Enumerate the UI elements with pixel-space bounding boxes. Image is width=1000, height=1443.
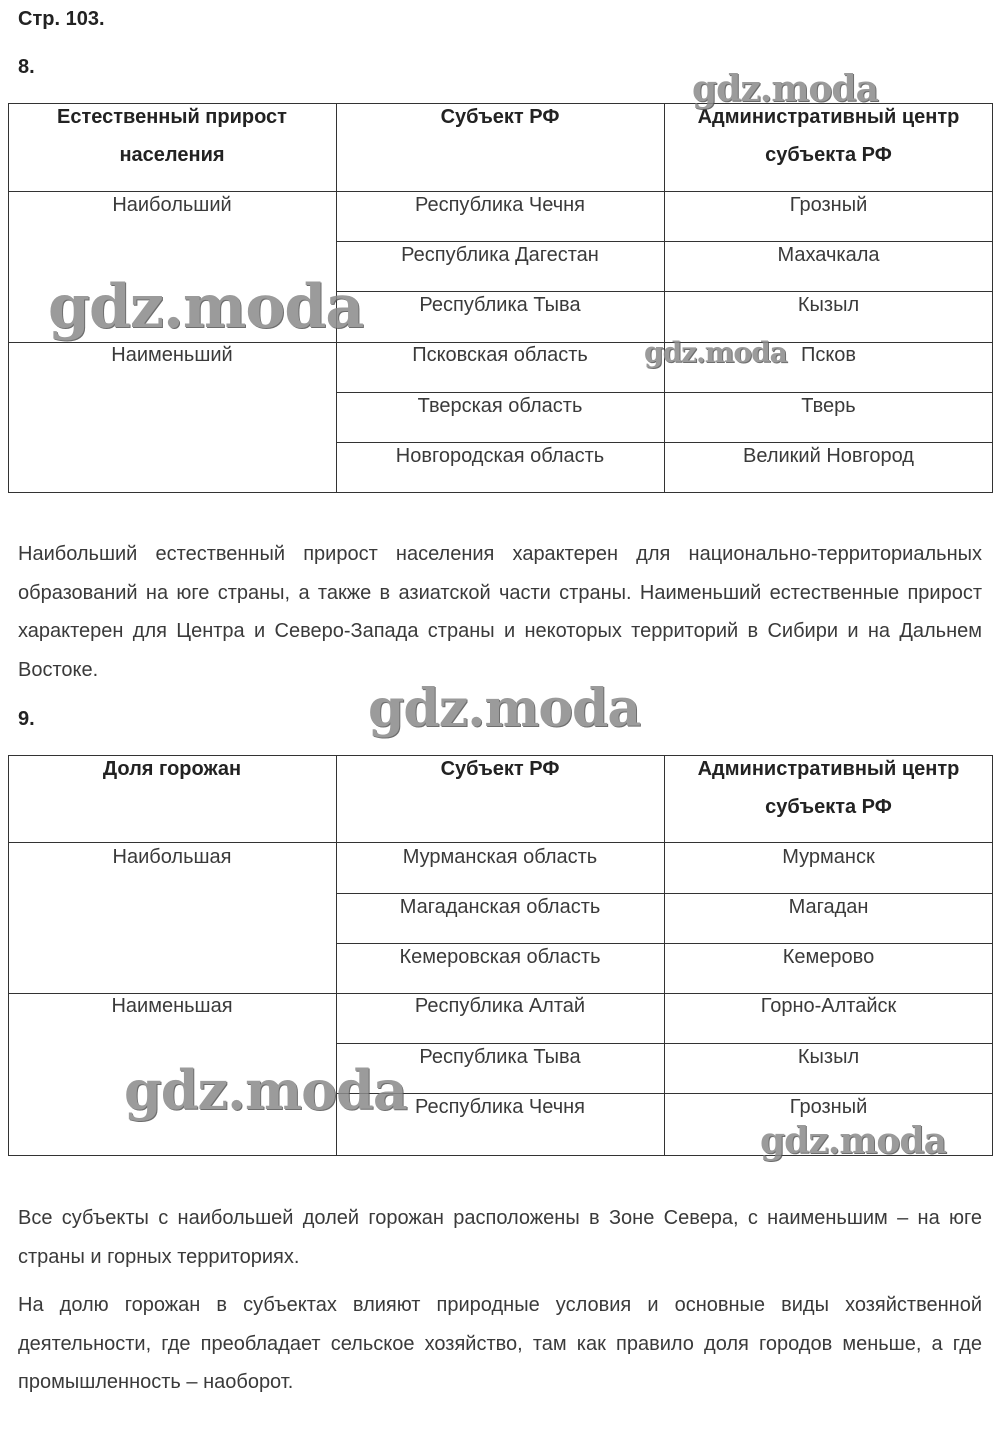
table-cell-center: Кемерово — [782, 946, 875, 968]
table-cell-subject: Мурманская область — [402, 846, 598, 868]
table-header-subject: Субъект РФ — [440, 758, 560, 780]
table-cell-center: Грозный — [789, 194, 868, 216]
task-8-number: 8. — [18, 56, 35, 78]
watermark-logo: gdz.moda — [644, 336, 787, 369]
task-9-paragraph-2: На долю горожан в субъектах влияют природные условия и основные виды хозяйственной деятельности, где преобладает сельское хозяйство, там как правило доля городов меньше, а где промышленность – наоборот. — [18, 1294, 982, 1393]
table-cell-center: Мурманск — [782, 846, 875, 868]
table-cell-subject: Новгородская область — [395, 445, 605, 467]
group-label-largest: Наибольший — [112, 194, 232, 216]
table-cell-subject: Тверская область — [417, 395, 583, 417]
table-cell-subject: Кемеровская область — [399, 946, 601, 968]
group-label-largest: Наибольшая — [112, 846, 232, 868]
table-cell-subject: Республика Алтай — [414, 995, 586, 1017]
group-label-smallest: Наименьший — [111, 344, 233, 366]
table-header-center: Административный центр субъекта РФ — [697, 106, 960, 166]
table-cell-center: Кызыл — [797, 294, 860, 316]
table-cell-center: Великий Новгород — [743, 445, 914, 467]
table-cell-subject: Магаданская область — [399, 896, 601, 918]
table-cell-center: Махачкала — [777, 244, 880, 266]
table-header-urban-share: Доля горожан — [102, 758, 242, 780]
table-cell-center: Псков — [800, 344, 857, 366]
table-cell-subject: Республика Тыва — [419, 1046, 581, 1068]
table-cell-center: Тверь — [801, 395, 856, 417]
task-9-number: 9. — [18, 708, 35, 730]
table-cell-subject: Псковская область — [412, 344, 588, 366]
group-label-smallest: Наименьшая — [111, 995, 233, 1017]
table-cell-subject: Республика Дагестан — [401, 244, 599, 266]
table-cell-center: Магадан — [788, 896, 869, 918]
task-8-paragraph: Наибольший естественный прирост населения характерен для национально-территориальных образований на юге страны, а также в азиатской части страны. Наименьший естественные прирост характерен для Центра и Северо-Запада страны и некоторых территорий в Сибири и на Дальнем Востоке. — [18, 543, 982, 681]
table-cell-center: Кызыл — [797, 1046, 860, 1068]
table-header-growth: Естественный прирост населения — [57, 106, 287, 166]
watermark-logo: gdz.moda — [48, 272, 364, 342]
table-cell-subject: Республика Чечня — [415, 1096, 585, 1118]
table-cell-center: Горно-Алтайск — [760, 995, 897, 1017]
watermark-logo: gdz.moda — [692, 68, 878, 110]
page-label: Стр. 103. — [18, 8, 105, 30]
table-header-subject: Субъект РФ — [440, 106, 560, 128]
task-9-paragraph-1: Все субъекты с наибольшей долей горожан расположены в Зоне Севера, с наименьшим – на юге страны и горных территориях. — [18, 1207, 982, 1268]
table-cell-subject: Республика Чечня — [415, 194, 585, 216]
table-cell-center: Грозный — [789, 1096, 868, 1118]
table-cell-subject: Республика Тыва — [419, 294, 581, 316]
watermark-logo: gdz.moda — [368, 678, 641, 739]
watermark-logo: gdz.moda — [124, 1058, 407, 1122]
watermark-logo: gdz.moda — [760, 1120, 946, 1162]
table-header-center: Административный центр субъекта РФ — [697, 758, 960, 818]
